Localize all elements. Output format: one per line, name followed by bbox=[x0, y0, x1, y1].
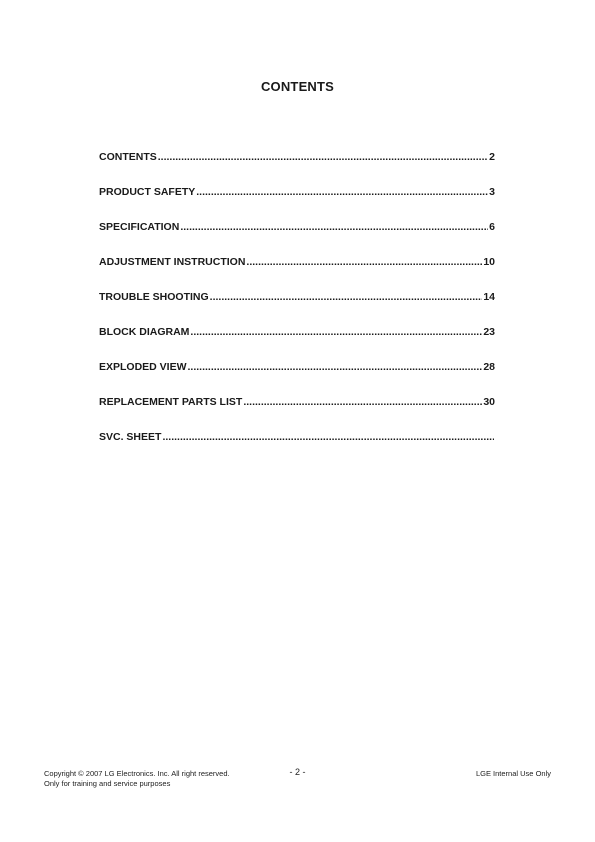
toc-leader-dots bbox=[158, 150, 488, 164]
toc-entry-title: SPECIFICATION bbox=[99, 221, 180, 233]
toc-entry-title: TROUBLE SHOOTING bbox=[99, 291, 209, 303]
toc-entry-adjustment-instruction[interactable] bbox=[99, 255, 495, 269]
toc-leader-dots bbox=[162, 430, 494, 444]
toc-entry-page: 30 bbox=[483, 396, 495, 408]
toc-entry-page: 6 bbox=[489, 221, 495, 233]
toc-entry-page: 28 bbox=[483, 361, 495, 373]
page-title: CONTENTS bbox=[260, 79, 335, 94]
toc-entry-page: 23 bbox=[483, 326, 495, 338]
toc-entry-contents[interactable] bbox=[99, 150, 495, 164]
toc-entry-specification[interactable] bbox=[99, 220, 495, 234]
toc-entry-title: PRODUCT SAFETY bbox=[99, 186, 196, 198]
toc-entry-title: SVC. SHEET bbox=[99, 431, 162, 443]
toc-entry-svc-sheet[interactable] bbox=[99, 430, 495, 444]
toc-leader-dots bbox=[190, 325, 482, 339]
toc-leader-dots bbox=[180, 220, 488, 234]
toc-entry-page: 14 bbox=[483, 291, 495, 303]
toc-entry-page: 10 bbox=[483, 256, 495, 268]
toc-leader-dots bbox=[210, 290, 483, 304]
toc-entry-title: CONTENTS bbox=[99, 151, 157, 163]
toc-entry-replacement-parts-list[interactable] bbox=[99, 395, 495, 409]
toc-entry-exploded-view[interactable] bbox=[99, 360, 495, 374]
toc-leader-dots bbox=[188, 360, 483, 374]
toc-entry-title: BLOCK DIAGRAM bbox=[99, 326, 190, 338]
footer-copyright-block bbox=[44, 769, 230, 788]
toc-entry-product-safety[interactable] bbox=[99, 185, 495, 199]
toc-leader-dots bbox=[246, 255, 482, 269]
footer-page-number: - 2 - bbox=[289, 767, 306, 777]
toc-entry-page: 3 bbox=[489, 186, 495, 198]
toc-entry-title: REPLACEMENT PARTS LIST bbox=[99, 396, 243, 408]
footer-internal-note: LGE Internal Use Only bbox=[475, 769, 551, 778]
toc-entry-title: EXPLODED VIEW bbox=[99, 361, 187, 373]
toc-entry-page: 2 bbox=[489, 151, 495, 163]
toc-entry-title: ADJUSTMENT INSTRUCTION bbox=[99, 256, 246, 268]
toc-leader-dots bbox=[243, 395, 482, 409]
toc-entry-trouble-shooting[interactable] bbox=[99, 290, 495, 304]
footer-copyright: Copyright © 2007 LG Electronics. Inc. All right reserved. bbox=[44, 769, 230, 778]
footer-usage-note: Only for training and service purposes bbox=[44, 778, 171, 788]
toc-entry-block-diagram[interactable] bbox=[99, 325, 495, 339]
toc-leader-dots bbox=[196, 185, 488, 199]
